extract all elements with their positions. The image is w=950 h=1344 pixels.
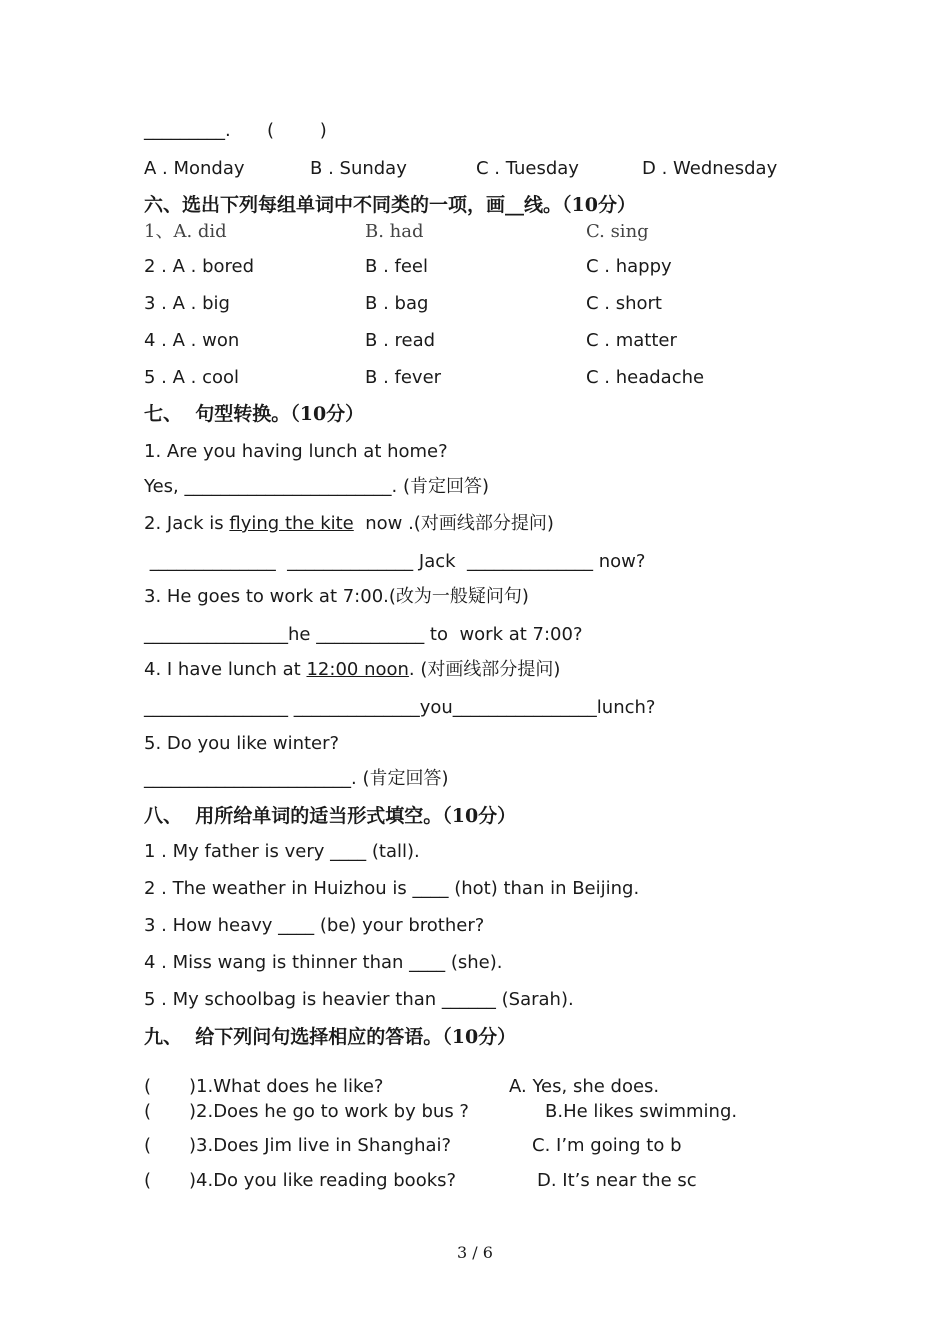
s7-q4: 4. I have lunch at 12:00 noon. (对画线部分提问) bbox=[144, 659, 561, 680]
s8-item2: 2 . The weather in Huizhou is ____ (hot) than in Beijing. bbox=[144, 878, 640, 899]
s7-a1: Yes, _______________________. (肯定回答) bbox=[144, 476, 489, 497]
top-option-d: D . Wednesday bbox=[642, 158, 778, 179]
top-option-c: C . Tuesday bbox=[476, 158, 579, 179]
s6-row2-b: B . feel bbox=[365, 256, 428, 277]
s6-row2-a: 2 . A . bored bbox=[144, 256, 255, 277]
s7-a5: _______________________. (肯定回答) bbox=[144, 768, 449, 789]
s9-question-1: )1.What does he like? bbox=[189, 1076, 384, 1097]
s9-paren-1: ( bbox=[144, 1076, 152, 1097]
s9-answer-b: B.He likes swimming. bbox=[545, 1101, 738, 1122]
s6-row1-b: B. had bbox=[365, 221, 424, 242]
s8-item1: 1 . My father is very ____ (tall). bbox=[144, 841, 420, 862]
s6-row3-c: C . short bbox=[586, 293, 662, 314]
s6-row1-c: C. sing bbox=[586, 221, 649, 242]
s6-row4-a: 4 . A . won bbox=[144, 330, 240, 351]
s6-row3-b: B . bag bbox=[365, 293, 429, 314]
page-number: 3 / 6 bbox=[457, 1243, 493, 1262]
top-option-a: A . Monday bbox=[144, 158, 245, 179]
s6-row4-c: C . matter bbox=[586, 330, 677, 351]
s7-q1: 1. Are you having lunch at home? bbox=[144, 441, 448, 462]
s7-q4-underlined: 12:00 noon bbox=[306, 659, 409, 680]
section-7-title: 七、 句型转换。（10分） bbox=[144, 403, 365, 425]
s8-item5: 5 . My schoolbag is heavier than ______ (Sarah). bbox=[144, 989, 574, 1010]
s9-answer-a: A. Yes, she does. bbox=[509, 1076, 660, 1097]
s7-q2: 2. Jack is flying the kite now .(对画线部分提问) bbox=[144, 513, 554, 534]
section-6-title: 六、选出下列每组单词中不同类的一项，画__线。（10分） bbox=[144, 194, 636, 216]
section-8-title: 八、 用所给单词的适当形式填空。（10分） bbox=[144, 805, 517, 827]
top-blank-line: _________. bbox=[144, 120, 231, 141]
s9-question-2: )2.Does he go to work by bus ? bbox=[189, 1101, 469, 1122]
s9-paren-2: ( bbox=[144, 1101, 152, 1122]
s7-q3: 3. He goes to work at 7:00.(改为一般疑问句) bbox=[144, 586, 529, 607]
s9-question-4: )4.Do you like reading books? bbox=[189, 1170, 457, 1191]
s7-a3: ________________he ____________ to work at 7:00? bbox=[144, 624, 583, 645]
s6-row5-b: B . fever bbox=[365, 367, 442, 388]
s6-row5-c: C . headache bbox=[586, 367, 705, 388]
s7-a2: ______________ ______________ Jack ______________ now? bbox=[144, 551, 646, 572]
s9-question-3: )3.Does Jim live in Shanghai? bbox=[189, 1135, 452, 1156]
s7-a4: ________________ ______________you________________lunch? bbox=[144, 697, 656, 718]
s7-q2-underlined: flying the kite bbox=[229, 513, 354, 534]
s6-row1-a: 1、A. did bbox=[144, 221, 227, 242]
s8-item4: 4 . Miss wang is thinner than ____ (she). bbox=[144, 952, 503, 973]
s6-row3-a: 3 . A . big bbox=[144, 293, 230, 314]
s9-answer-d: D. It’s near the sc bbox=[537, 1170, 697, 1191]
s8-item3: 3 . How heavy ____ (be) your brother? bbox=[144, 915, 485, 936]
top-option-b: B . Sunday bbox=[310, 158, 407, 179]
s9-answer-c: C. I’m going to b bbox=[532, 1135, 682, 1156]
s9-paren-3: ( bbox=[144, 1135, 152, 1156]
s6-row5-a: 5 . A . cool bbox=[144, 367, 240, 388]
s6-row4-b: B . read bbox=[365, 330, 436, 351]
s6-row2-c: C . happy bbox=[586, 256, 672, 277]
section-9-title: 九、 给下列问句选择相应的答语。（10分） bbox=[144, 1026, 517, 1048]
s7-q5: 5. Do you like winter? bbox=[144, 733, 340, 754]
s9-paren-4: ( bbox=[144, 1170, 152, 1191]
top-answer-paren: ( ) bbox=[267, 120, 327, 141]
